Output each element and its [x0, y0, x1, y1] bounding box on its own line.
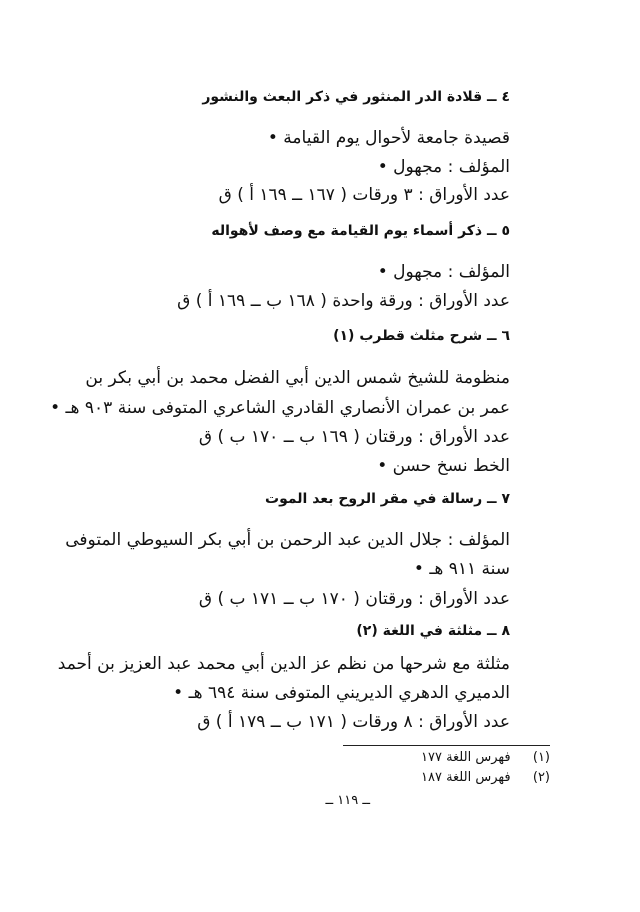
entry-line: عدد الأوراق : ورقة واحدة ( ١٦٨ ب ــ ١٦٩ أ ) ق [177, 291, 510, 311]
entry-heading: ٨ ــ مثلثة في اللغة (٢) [356, 623, 510, 639]
entry-line: عدد الأوراق : ٨ ورقات ( ١٧١ ب ــ ١٧٩ أ ) ق [197, 712, 510, 732]
entry-line: عمر بن عمران الأنصاري القادري الشاعري المتوفى سنة ٩٠٣ هـ • [50, 398, 510, 418]
page-number: ــ ١١٩ ــ [325, 793, 370, 808]
entry-line: قصيدة جامعة لأحوال يوم القيامة • [267, 128, 510, 148]
entry-line: مثلثة مع شرحها من نظم عز الدين أبي محمد عبد العزيز بن أحمد [57, 654, 510, 674]
entry-line: المؤلف : مجهول • [377, 157, 510, 177]
entry-line: الخط نسخ حسن • [377, 456, 510, 476]
footnote-text: فهرس اللغة ١٨٧ [420, 770, 511, 785]
footnote [421, 770, 550, 786]
footnote-mark: (١) [532, 750, 550, 765]
entry-heading: ٥ ــ ذكر أسماء يوم القيامة مع وصف لأهواله [211, 223, 510, 239]
entry-line: عدد الأوراق : ٣ ورقات ( ١٦٧ ــ ١٦٩ أ ) ق [218, 185, 510, 205]
entry-line: المؤلف : مجهول • [377, 262, 510, 282]
footnote [421, 750, 550, 766]
entry-line: عدد الأوراق : ورقتان ( ١٦٩ ب ــ ١٧٠ ب ) ق [198, 427, 510, 447]
entry-heading: ٤ ــ قلادة الدر المنثور في ذكر البعث والنشور [202, 89, 510, 105]
footnote-text: فهرس اللغة ١٧٧ [420, 750, 511, 765]
entry-line: المؤلف : جلال الدين عبد الرحمن بن أبي بكر السيوطي المتوفى [65, 530, 510, 550]
entry-line: الدميري الدهري الديريني المتوفى سنة ٦٩٤ هـ • [173, 683, 510, 703]
footnote-separator [343, 745, 550, 746]
entry-line: سنة ٩١١ هـ • [413, 559, 510, 579]
entry-heading: ٦ ــ شرح مثلث قطرب (١) [333, 328, 510, 344]
footnote-mark: (٢) [532, 770, 550, 785]
entry-line: منظومة للشيخ شمس الدين أبي الفضل محمد بن أبي بكر بن [85, 368, 510, 388]
entry-line: عدد الأوراق : ورقتان ( ١٧٠ ب ــ ١٧١ ب ) ق [198, 589, 510, 609]
entry-heading: ٧ ــ رسالة في مقر الروح بعد الموت [265, 491, 510, 507]
